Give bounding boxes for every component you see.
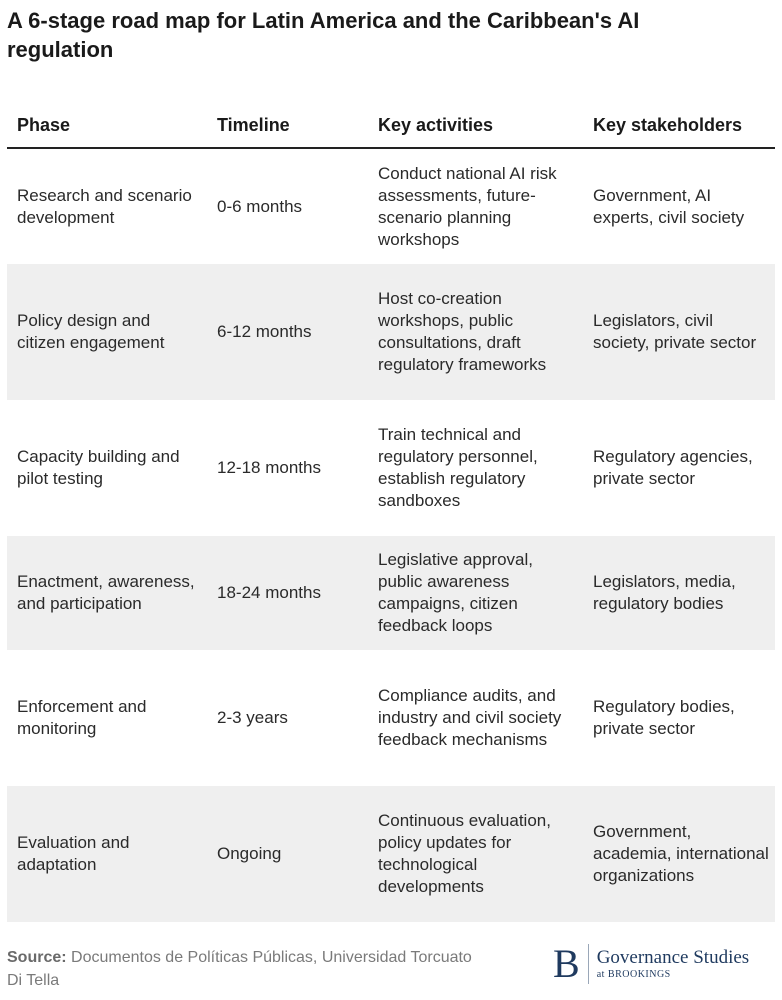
timeline-cell: Ongoing xyxy=(207,786,368,922)
phase-cell: Evaluation and adaptation xyxy=(7,786,207,922)
activities-cell: Legislative approval, public awareness campaigns, citizen feedback loops xyxy=(368,536,583,650)
table-row xyxy=(7,536,775,650)
table-row xyxy=(7,786,775,922)
phase-cell: Policy design and citizen engagement xyxy=(7,264,207,400)
timeline-cell: 0-6 months xyxy=(217,196,303,216)
logo-mark: B xyxy=(553,944,589,984)
column-header-phase: Phase xyxy=(7,104,207,148)
page-title: A 6-stage road map for Latin America and the Caribbean's AI regulation xyxy=(7,8,640,62)
phase-cell: Research and scenario development xyxy=(17,185,192,227)
brookings-logo xyxy=(553,941,750,986)
activities-cell: Train technical and regulatory personnel, establish regulatory sandboxes xyxy=(378,425,538,510)
table-row xyxy=(7,264,775,400)
activities-cell: Host co-creation workshops, public consultations, draft regulatory frameworks xyxy=(368,264,583,400)
stakeholders-cell: Government, AI experts, civil society xyxy=(593,185,745,227)
activities-cell: Compliance audits, and industry and civil society feedback mechanisms xyxy=(378,686,562,749)
phase-cell: Enactment, awareness, and participation xyxy=(7,536,207,650)
activities-cell: Continuous evaluation, policy updates for technological developments xyxy=(368,786,583,922)
stakeholders-cell: Regulatory agencies, private sector xyxy=(593,447,753,488)
source-label: Source: xyxy=(7,949,67,966)
timeline-cell: 12-18 months xyxy=(217,458,321,477)
roadmap-table xyxy=(7,104,775,922)
activities-cell: Conduct national AI risk assessments, future-scenario planning workshops xyxy=(378,163,557,249)
table-row xyxy=(7,650,775,786)
logo-text xyxy=(597,947,749,981)
table-row xyxy=(7,148,775,264)
source-note xyxy=(7,946,477,992)
column-header-key-activities: Key activities xyxy=(368,104,583,148)
stakeholders-cell: Legislators, media, regulatory bodies xyxy=(583,536,775,650)
table-row xyxy=(7,400,775,536)
phase-cell: Enforcement and monitoring xyxy=(17,697,147,738)
source-text: Documentos de Políticas Públicas, Universidad Torcuato Di Tella xyxy=(7,949,472,989)
phase-cell: Capacity building and pilot testing xyxy=(17,447,180,488)
column-header-key-stakeholders: Key stakeholders xyxy=(583,104,775,148)
column-header-timeline: Timeline xyxy=(207,104,368,148)
timeline-cell: 2-3 years xyxy=(217,708,288,727)
logo-subtitle: at BROOKINGS xyxy=(596,969,671,980)
table-header-row xyxy=(7,104,775,148)
timeline-cell: 18-24 months xyxy=(207,536,368,650)
stakeholders-cell: Legislators, civil society, private sector xyxy=(583,264,775,400)
stakeholders-cell: Government, academia, international organizations xyxy=(583,786,775,922)
stakeholders-cell: Regulatory bodies, private sector xyxy=(593,697,735,738)
logo-name: Governance Studies xyxy=(596,947,750,968)
timeline-cell: 6-12 months xyxy=(207,264,368,400)
